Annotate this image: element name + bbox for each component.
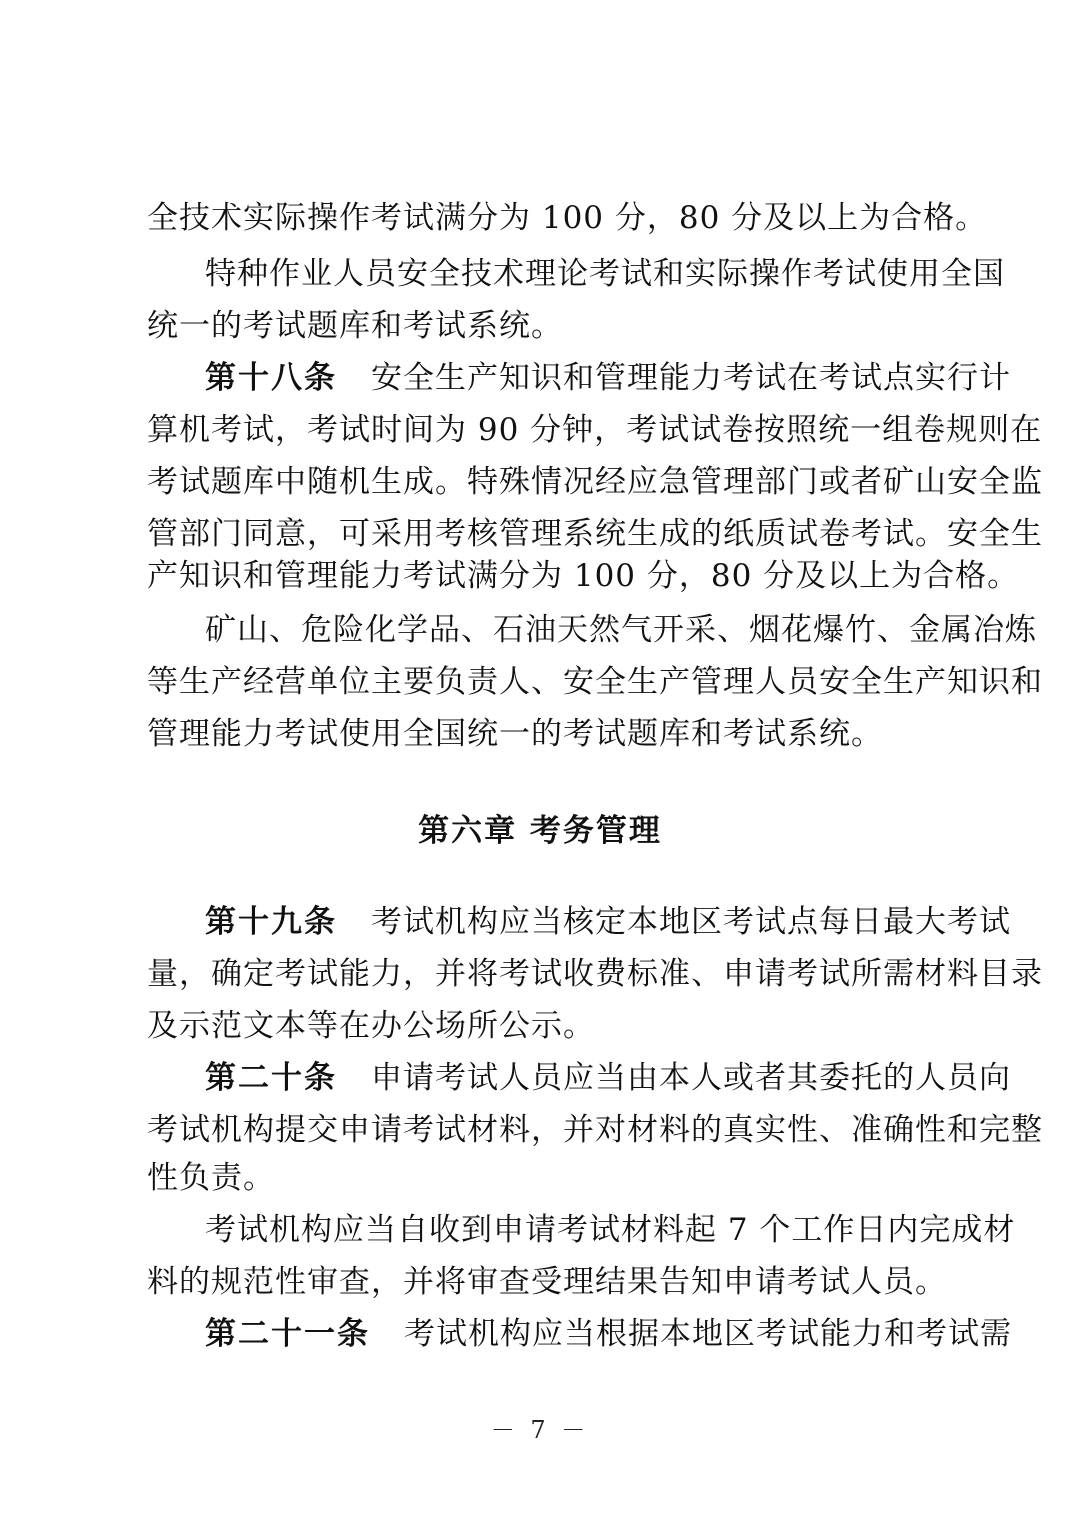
text-line: 量，确定考试能力，并将考试收费标准、申请考试所需材料目录 [147,956,1043,992]
article-text: 申请考试人员应当由本人或者其委托的人员向 [371,1060,1011,1096]
article-21-first-line [205,1308,1012,1360]
article-number: 第十九条 [205,904,337,940]
article-number: 第十八条 [205,360,337,396]
text-line: 特种作业人员安全技术理论考试和实际操作考试使用全国 [205,256,1005,292]
article-number: 第二十条 [205,1060,337,1096]
text-line: 料的规范性审查，并将审查受理结果告知申请考试人员。 [147,1264,947,1300]
text-line: 管理能力考试使用全国统一的考试题库和考试系统。 [147,716,883,752]
text-line: 考试机构提交申请考试材料，并对材料的真实性、准确性和完整 [147,1112,1043,1148]
text-line: 产知识和管理能力考试满分为 100 分，80 分及以上为合格。 [147,558,1020,594]
article-20-first-line [205,1052,1011,1104]
text-line: 管部门同意，可采用考核管理系统生成的纸质试卷考试。安全生 [147,516,1043,552]
article-number: 第二十一条 [205,1316,370,1352]
article-19-first-line [205,896,1011,948]
article-text: 安全生产知识和管理能力考试在考试点实行计 [371,360,1011,396]
text-line: 考试题库中随机生成。特殊情况经应急管理部门或者矿山安全监 [147,464,1043,500]
article-18-first-line [205,352,1011,404]
article-text: 考试机构应当根据本地区考试能力和考试需 [404,1316,1012,1352]
chapter-title: 第六章 考务管理 [418,813,662,849]
article-text: 考试机构应当核定本地区考试点每日最大考试 [371,904,1011,940]
text-line: 矿山、危险化学品、石油天然气开采、烟花爆竹、金属冶炼 [205,612,1037,648]
text-line: 性负责。 [147,1160,275,1196]
text-line: 及示范文本等在办公场所公示。 [147,1008,595,1044]
text-line: 等生产经营单位主要负责人、安全生产管理人员安全生产知识和 [147,664,1043,700]
text-line: 算机考试，考试时间为 90 分钟，考试试卷按照统一组卷规则在 [147,412,1043,448]
text-line: 统一的考试题库和考试系统。 [147,308,563,344]
text-line: 全技术实际操作考试满分为 100 分，80 分及以上为合格。 [147,200,988,236]
text-line: 考试机构应当自收到申请考试材料起 7 个工作日内完成材 [205,1212,1016,1248]
page-number: － 7 － [490,1416,590,1444]
